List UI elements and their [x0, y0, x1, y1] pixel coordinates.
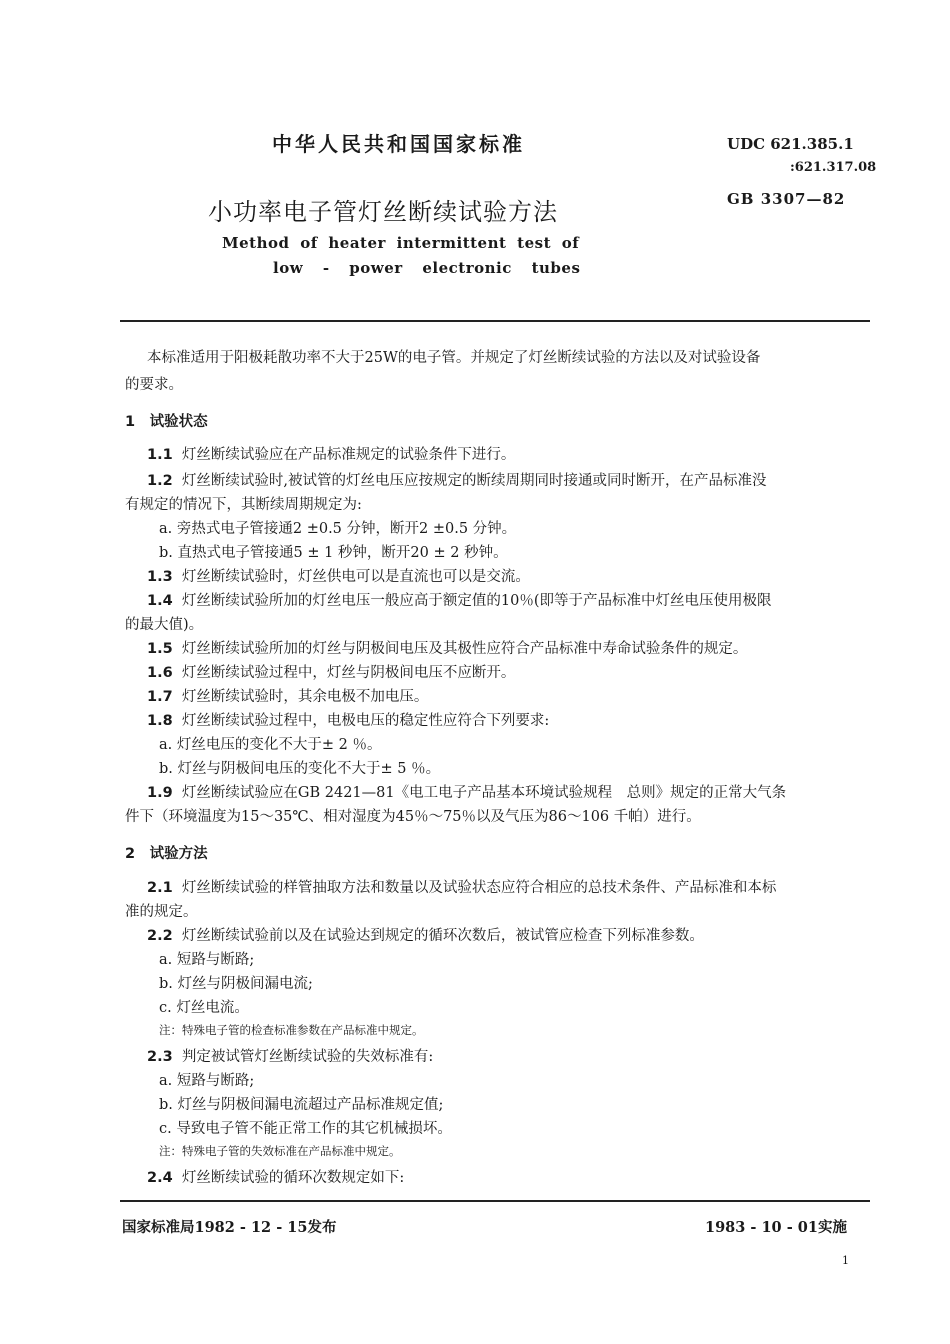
clause-text: 灯丝断续试验过程中，电极电压的稳定性应符合下列要求: [181, 713, 550, 729]
clause-1-2-a: a. 旁热式电子管接通2 ±0.5 分钟，断开2 ±0.5 分钟。 [159, 521, 517, 537]
clause-text: 灯丝断续试验所加的灯丝与阴极间电压及其极性应符合产品标准中寿命试验条件的规定。 [181, 641, 748, 657]
clause-1-4 [147, 589, 772, 610]
gb-code: GB 3307—82 [727, 190, 846, 208]
clause-1-5 [147, 637, 747, 658]
document-title-en-line2: low - power electronic tubes [273, 259, 581, 277]
clause-2-2-a: a. 短路与断路; [159, 952, 255, 968]
clause-number: 1.8 [147, 713, 173, 729]
clause-text: 判定被试管灯丝断续试验的失效标准有: [181, 1049, 434, 1065]
clause-text: 灯丝断续试验前以及在试验达到规定的循环次数后，被试管应检查下列标准参数。 [181, 928, 704, 944]
clause-1-6 [147, 661, 515, 682]
clause-text: 灯丝断续试验应在产品标准规定的试验条件下进行。 [181, 447, 516, 463]
clause-number: 1.4 [147, 593, 173, 609]
clause-number: 1.6 [147, 665, 173, 681]
clause-number: 1.1 [147, 447, 173, 463]
clause-number: 1.2 [147, 473, 173, 489]
clause-1-2-b: b. 直热式电子管接通5 ± 1 秒钟，断开20 ± 2 秒钟。 [159, 545, 508, 561]
clause-number: 1.5 [147, 641, 173, 657]
clause-text: 灯丝断续试验过程中，灯丝与阴极间电压不应断开。 [181, 665, 516, 681]
document-title-cn: 小功率电子管灯丝断续试验方法 [208, 198, 558, 226]
clause-2-1 [147, 876, 776, 897]
page-number: 1 [842, 1254, 849, 1267]
clause-number: 1.3 [147, 569, 173, 585]
clause-1-1 [147, 443, 515, 464]
clause-number: 2.4 [147, 1170, 173, 1186]
clause-1-3 [147, 565, 530, 586]
clause-1-7 [147, 685, 428, 706]
clause-1-8-a: a. 灯丝电压的变化不大于± 2 ％。 [159, 737, 382, 753]
clause-2-2 [147, 924, 704, 945]
intro-line2: 的要求。 [125, 377, 183, 393]
clause-number: 2.1 [147, 880, 173, 896]
clause-2-3-b: b. 灯丝与阴极间漏电流超过产品标准规定值; [159, 1097, 444, 1113]
clause-2-3-c: c. 导致电子管不能正常工作的其它机械损坏。 [159, 1121, 452, 1137]
clause-number: 2.2 [147, 928, 173, 944]
section2-heading: 2 试验方法 [125, 846, 208, 862]
footer-divider [120, 1200, 870, 1202]
clause-text: 灯丝断续试验所加的灯丝电压一般应高于额定值的10％(即等于产品标准中灯丝电压使用极限 [181, 593, 772, 609]
clause-2-1-cont: 准的规定。 [125, 904, 198, 920]
note-1: 注：特殊电子管的检查标准参数在产品标准中规定。 [159, 1023, 424, 1037]
intro-line1: 本标准适用于阳极耗散功率不大于25W的电子管。并规定了灯丝断续试验的方法以及对试验设备 [147, 350, 761, 366]
clause-text: 灯丝断续试验时，灯丝供电可以是直流也可以是交流。 [181, 569, 530, 585]
note-2: 注：特殊电子管的失效标准在产品标准中规定。 [159, 1144, 401, 1158]
clause-1-8-b: b. 灯丝与阴极间电压的变化不大于± 5 ％。 [159, 761, 441, 777]
clause-2-2-c: c. 灯丝电流。 [159, 1000, 249, 1016]
clause-number: 1.9 [147, 785, 173, 801]
clause-2-4 [147, 1166, 404, 1187]
clause-2-3-a: a. 短路与断路; [159, 1073, 255, 1089]
issue-date: 国家标准局1982 - 12 - 15发布 [122, 1219, 337, 1236]
clause-number: 2.3 [147, 1049, 173, 1065]
clause-1-9-cont: 件下（环境温度为15～35℃、相对湿度为45％～75％以及气压为86～106 千帕）进行。 [125, 809, 701, 825]
section1-heading: 1 试验状态 [125, 414, 208, 430]
effective-date: 1983 - 10 - 01实施 [705, 1219, 847, 1236]
clause-1-4-cont: 的最大值)。 [125, 617, 204, 633]
clause-text: 灯丝断续试验的样管抽取方法和数量以及试验状态应符合相应的总技术条件、产品标准和本标 [181, 880, 777, 896]
clause-text: 灯丝断续试验应在GB 2421—81《电工电子产品基本环境试验规程 总则》规定的正常大气条 [181, 785, 787, 801]
udc-code-line2: :621.317.08 [790, 160, 877, 175]
document-title-en-line1: Method of heater intermittent test of [222, 234, 580, 252]
clause-2-2-b: b. 灯丝与阴极间漏电流; [159, 976, 313, 992]
header-divider [120, 320, 870, 322]
clause-1-9 [147, 781, 786, 802]
clause-2-3 [147, 1045, 433, 1066]
clause-text: 灯丝断续试验的循环次数规定如下: [181, 1170, 405, 1186]
clause-1-8 [147, 709, 549, 730]
clause-text: 灯丝断续试验时，其余电极不加电压。 [181, 689, 429, 705]
udc-code-line1: UDC 621.385.1 [727, 135, 854, 153]
national-standard-heading: 中华人民共和国国家标准 [272, 132, 525, 156]
clause-1-2-cont: 有规定的情况下，其断续周期规定为: [125, 497, 362, 513]
clause-1-2 [147, 469, 767, 490]
clause-number: 1.7 [147, 689, 173, 705]
clause-text: 灯丝断续试验时,被试管的灯丝电压应按规定的断续周期同时接通或同时断开，在产品标准没 [181, 473, 767, 489]
